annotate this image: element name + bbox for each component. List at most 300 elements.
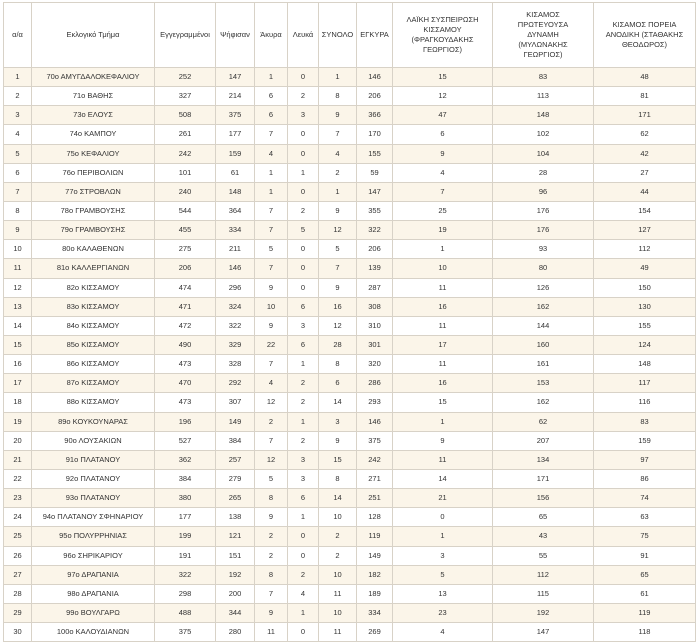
registered-cell: 490 (155, 335, 216, 354)
registered-cell: 199 (155, 527, 216, 546)
valid-cell: 251 (357, 489, 393, 508)
total-cell: 6 (319, 374, 357, 393)
blank-cell: 2 (288, 565, 319, 584)
aa-cell: 5 (4, 144, 32, 163)
blank-cell: 0 (288, 144, 319, 163)
blank-cell: 2 (288, 431, 319, 450)
table-row (4, 603, 696, 622)
valid-cell: 271 (357, 469, 393, 488)
party3-votes-cell: 130 (594, 297, 696, 316)
voted-cell: 322 (216, 316, 255, 335)
voted-cell: 279 (216, 469, 255, 488)
voted-cell: 159 (216, 144, 255, 163)
invalid-cell: 4 (255, 144, 288, 163)
aa-cell: 9 (4, 221, 32, 240)
party1-votes-cell: 11 (393, 316, 493, 335)
invalid-cell: 10 (255, 297, 288, 316)
party3-votes-cell: 91 (594, 546, 696, 565)
registered-cell: 455 (155, 221, 216, 240)
party2-votes-cell: 62 (493, 412, 594, 431)
party1-votes-cell: 17 (393, 335, 493, 354)
party2-votes-cell: 43 (493, 527, 594, 546)
valid-cell: 301 (357, 335, 393, 354)
total-cell: 11 (319, 584, 357, 603)
table-row (4, 431, 696, 450)
party2-votes-cell: 102 (493, 125, 594, 144)
invalid-cell: 8 (255, 565, 288, 584)
voted-cell: 148 (216, 182, 255, 201)
voted-cell: 329 (216, 335, 255, 354)
voted-cell: 324 (216, 297, 255, 316)
invalid-cell: 9 (255, 603, 288, 622)
registered-cell: 362 (155, 450, 216, 469)
table-row (4, 240, 696, 259)
blank-cell: 4 (288, 584, 319, 603)
voted-cell: 147 (216, 68, 255, 87)
party3-votes-cell: 118 (594, 623, 696, 642)
voted-cell: 384 (216, 431, 255, 450)
total-cell: 10 (319, 565, 357, 584)
party2-votes-cell: 207 (493, 431, 594, 450)
section-cell: 83ο ΚΙΣΣΑΜΟΥ (32, 297, 155, 316)
blank-cell: 2 (288, 87, 319, 106)
party3-votes-cell: 171 (594, 106, 696, 125)
voted-cell: 177 (216, 125, 255, 144)
voted-cell: 214 (216, 87, 255, 106)
valid-cell: 182 (357, 565, 393, 584)
header-section: Εκλογικό Τμήμα (32, 3, 155, 68)
invalid-cell: 1 (255, 182, 288, 201)
registered-cell: 380 (155, 489, 216, 508)
aa-cell: 16 (4, 355, 32, 374)
voted-cell: 138 (216, 508, 255, 527)
table-row (4, 546, 696, 565)
blank-cell: 3 (288, 469, 319, 488)
blank-cell: 3 (288, 450, 319, 469)
valid-cell: 206 (357, 87, 393, 106)
party1-votes-cell: 4 (393, 623, 493, 642)
party3-votes-cell: 150 (594, 278, 696, 297)
party1-votes-cell: 21 (393, 489, 493, 508)
header-line: ΓΕΩΡΓΙΟΣ) (423, 45, 462, 54)
total-cell: 8 (319, 355, 357, 374)
header-party-poreia-anodiki (594, 3, 696, 68)
total-cell: 9 (319, 106, 357, 125)
aa-cell: 7 (4, 182, 32, 201)
party2-votes-cell: 192 (493, 603, 594, 622)
party1-votes-cell: 16 (393, 297, 493, 316)
party3-votes-cell: 127 (594, 221, 696, 240)
party1-votes-cell: 47 (393, 106, 493, 125)
invalid-cell: 7 (255, 431, 288, 450)
blank-cell: 0 (288, 240, 319, 259)
voted-cell: 211 (216, 240, 255, 259)
total-cell: 16 (319, 297, 357, 316)
party2-votes-cell: 55 (493, 546, 594, 565)
section-cell: 99ο ΒΟΥΛΓΑΡΩ (32, 603, 155, 622)
blank-cell: 2 (288, 393, 319, 412)
header-line: ΚΙΣΑΜΟΣ (526, 10, 560, 19)
total-cell: 28 (319, 335, 357, 354)
party2-votes-cell: 104 (493, 144, 594, 163)
party2-votes-cell: 162 (493, 393, 594, 412)
total-cell: 7 (319, 125, 357, 144)
party1-votes-cell: 15 (393, 393, 493, 412)
table-row (4, 221, 696, 240)
blank-cell: 0 (288, 125, 319, 144)
section-cell: 84ο ΚΙΣΣΑΜΟΥ (32, 316, 155, 335)
header-line: ΑΝΟΔΙΚΗ (ΣΤΑΘΑΚΗΣ (605, 30, 684, 39)
table-row (4, 87, 696, 106)
voted-cell: 61 (216, 163, 255, 182)
party1-votes-cell: 3 (393, 546, 493, 565)
invalid-cell: 7 (255, 355, 288, 374)
table-row (4, 393, 696, 412)
header-invalid: Άκυρα (255, 3, 288, 68)
party3-votes-cell: 148 (594, 355, 696, 374)
aa-cell: 23 (4, 489, 32, 508)
aa-cell: 28 (4, 584, 32, 603)
party2-votes-cell: 80 (493, 259, 594, 278)
party2-votes-cell: 28 (493, 163, 594, 182)
party3-votes-cell: 154 (594, 201, 696, 220)
invalid-cell: 7 (255, 259, 288, 278)
section-cell: 70ο ΑΜΥΓΔΑΛΟΚΕΦΑΛΙΟΥ (32, 68, 155, 87)
header-line: ΘΕΟΔΩΡΟΣ) (621, 40, 668, 49)
table-row (4, 584, 696, 603)
valid-cell: 170 (357, 125, 393, 144)
aa-cell: 21 (4, 450, 32, 469)
registered-cell: 242 (155, 144, 216, 163)
valid-cell: 146 (357, 68, 393, 87)
section-cell: 71ο ΒΑΘΗΣ (32, 87, 155, 106)
table-row (4, 68, 696, 87)
party1-votes-cell: 14 (393, 469, 493, 488)
valid-cell: 147 (357, 182, 393, 201)
party1-votes-cell: 7 (393, 182, 493, 201)
invalid-cell: 12 (255, 450, 288, 469)
section-cell: 95ο ΠΟΛΥΡΡΗΝΙΑΣ (32, 527, 155, 546)
blank-cell: 1 (288, 603, 319, 622)
registered-cell: 252 (155, 68, 216, 87)
header-registered: Εγγεγραμμένοι (155, 3, 216, 68)
blank-cell: 0 (288, 278, 319, 297)
registered-cell: 544 (155, 201, 216, 220)
blank-cell: 1 (288, 412, 319, 431)
header-voted: Ψήφισαν (216, 3, 255, 68)
party3-votes-cell: 116 (594, 393, 696, 412)
header-line: ΚΙΣΣΑΜΟΥ (423, 25, 462, 34)
results-body (4, 68, 696, 642)
invalid-cell: 5 (255, 240, 288, 259)
blank-cell: 6 (288, 335, 319, 354)
registered-cell: 471 (155, 297, 216, 316)
table-row (4, 144, 696, 163)
header-line: ΓΕΩΡΓΙΟΣ) (523, 50, 563, 59)
section-cell: 77ο ΣΤΡΟΒΛΩΝ (32, 182, 155, 201)
voted-cell: 292 (216, 374, 255, 393)
valid-cell: 308 (357, 297, 393, 316)
invalid-cell: 9 (255, 278, 288, 297)
party2-votes-cell: 147 (493, 623, 594, 642)
total-cell: 14 (319, 489, 357, 508)
party2-votes-cell: 176 (493, 201, 594, 220)
election-results-table (3, 2, 696, 642)
blank-cell: 5 (288, 221, 319, 240)
invalid-cell: 11 (255, 623, 288, 642)
invalid-cell: 2 (255, 412, 288, 431)
aa-cell: 11 (4, 259, 32, 278)
section-cell: 82ο ΚΙΣΣΑΜΟΥ (32, 278, 155, 297)
party2-votes-cell: 96 (493, 182, 594, 201)
registered-cell: 206 (155, 259, 216, 278)
valid-cell: 149 (357, 546, 393, 565)
valid-cell: 286 (357, 374, 393, 393)
total-cell: 10 (319, 508, 357, 527)
section-cell: 91ο ΠΛΑΤΑΝΟΥ (32, 450, 155, 469)
table-row (4, 125, 696, 144)
total-cell: 1 (319, 68, 357, 87)
blank-cell: 0 (288, 527, 319, 546)
invalid-cell: 4 (255, 374, 288, 393)
registered-cell: 488 (155, 603, 216, 622)
total-cell: 2 (319, 163, 357, 182)
registered-cell: 527 (155, 431, 216, 450)
registered-cell: 384 (155, 469, 216, 488)
invalid-cell: 1 (255, 68, 288, 87)
party2-votes-cell: 162 (493, 297, 594, 316)
voted-cell: 192 (216, 565, 255, 584)
header-line: ΠΡΩΤΕΥΟΥΣΑ (517, 20, 569, 29)
voted-cell: 344 (216, 603, 255, 622)
table-row (4, 259, 696, 278)
voted-cell: 375 (216, 106, 255, 125)
blank-cell: 1 (288, 163, 319, 182)
party1-votes-cell: 15 (393, 68, 493, 87)
header-aa: α/α (4, 3, 32, 68)
party1-votes-cell: 9 (393, 144, 493, 163)
section-cell: 73ο ΕΛΟΥΣ (32, 106, 155, 125)
voted-cell: 265 (216, 489, 255, 508)
section-cell: 85ο ΚΙΣΣΑΜΟΥ (32, 335, 155, 354)
invalid-cell: 2 (255, 546, 288, 565)
aa-cell: 15 (4, 335, 32, 354)
header-line: (ΜΥΛΩΝΑΚΗΣ (518, 40, 568, 49)
party1-votes-cell: 11 (393, 355, 493, 374)
section-cell: 74ο ΚΑΜΠΟΥ (32, 125, 155, 144)
voted-cell: 296 (216, 278, 255, 297)
blank-cell: 0 (288, 259, 319, 278)
header-line: ΛΑΪΚΗ ΣΥΣΠΕΙΡΩΣΗ (406, 15, 479, 24)
aa-cell: 14 (4, 316, 32, 335)
section-cell: 79ο ΓΡΑΜΒΟΥΣΗΣ (32, 221, 155, 240)
party3-votes-cell: 63 (594, 508, 696, 527)
registered-cell: 191 (155, 546, 216, 565)
section-cell: 76ο ΠΕΡΙΒΟΛΙΩΝ (32, 163, 155, 182)
valid-cell: 269 (357, 623, 393, 642)
valid-cell: 355 (357, 201, 393, 220)
registered-cell: 472 (155, 316, 216, 335)
aa-cell: 20 (4, 431, 32, 450)
table-row (4, 335, 696, 354)
table-row (4, 412, 696, 431)
valid-cell: 287 (357, 278, 393, 297)
valid-cell: 155 (357, 144, 393, 163)
party1-votes-cell: 12 (393, 87, 493, 106)
blank-cell: 6 (288, 297, 319, 316)
total-cell: 9 (319, 431, 357, 450)
party2-votes-cell: 156 (493, 489, 594, 508)
header-line: ΔΥΝΑΜΗ (527, 30, 559, 39)
section-cell: 96ο ΣΗΡΙΚΑΡΙΟΥ (32, 546, 155, 565)
registered-cell: 327 (155, 87, 216, 106)
aa-cell: 10 (4, 240, 32, 259)
total-cell: 12 (319, 316, 357, 335)
section-cell: 92ο ΠΛΑΤΑΝΟΥ (32, 469, 155, 488)
party3-votes-cell: 86 (594, 469, 696, 488)
aa-cell: 24 (4, 508, 32, 527)
registered-cell: 375 (155, 623, 216, 642)
table-row (4, 623, 696, 642)
section-cell: 94ο ΠΛΑΤΑΝΟΥ ΣΦΗΝΑΡΙΟΥ (32, 508, 155, 527)
blank-cell: 2 (288, 374, 319, 393)
total-cell: 5 (319, 240, 357, 259)
voted-cell: 280 (216, 623, 255, 642)
blank-cell: 1 (288, 355, 319, 374)
section-cell: 75ο ΚΕΦΑΛΙΟΥ (32, 144, 155, 163)
party1-votes-cell: 4 (393, 163, 493, 182)
section-cell: 81ο ΚΑΛΛΕΡΓΙΑΝΩΝ (32, 259, 155, 278)
aa-cell: 12 (4, 278, 32, 297)
valid-cell: 189 (357, 584, 393, 603)
valid-cell: 128 (357, 508, 393, 527)
aa-cell: 3 (4, 106, 32, 125)
registered-cell: 473 (155, 393, 216, 412)
party1-votes-cell: 19 (393, 221, 493, 240)
aa-cell: 30 (4, 623, 32, 642)
total-cell: 7 (319, 259, 357, 278)
party2-votes-cell: 113 (493, 87, 594, 106)
section-cell: 89ο ΚΟΥΚΟΥΝΑΡΑΣ (32, 412, 155, 431)
party2-votes-cell: 160 (493, 335, 594, 354)
voted-cell: 121 (216, 527, 255, 546)
party3-votes-cell: 112 (594, 240, 696, 259)
blank-cell: 6 (288, 489, 319, 508)
valid-cell: 322 (357, 221, 393, 240)
invalid-cell: 22 (255, 335, 288, 354)
total-cell: 1 (319, 182, 357, 201)
registered-cell: 240 (155, 182, 216, 201)
aa-cell: 8 (4, 201, 32, 220)
aa-cell: 4 (4, 125, 32, 144)
invalid-cell: 9 (255, 508, 288, 527)
section-cell: 93ο ΠΛΑΤΑΝΟΥ (32, 489, 155, 508)
party3-votes-cell: 155 (594, 316, 696, 335)
party1-votes-cell: 11 (393, 278, 493, 297)
total-cell: 11 (319, 623, 357, 642)
party1-votes-cell: 0 (393, 508, 493, 527)
party3-votes-cell: 75 (594, 527, 696, 546)
total-cell: 10 (319, 603, 357, 622)
aa-cell: 25 (4, 527, 32, 546)
party3-votes-cell: 42 (594, 144, 696, 163)
party1-votes-cell: 25 (393, 201, 493, 220)
party3-votes-cell: 159 (594, 431, 696, 450)
registered-cell: 470 (155, 374, 216, 393)
voted-cell: 146 (216, 259, 255, 278)
table-row (4, 565, 696, 584)
party1-votes-cell: 10 (393, 259, 493, 278)
invalid-cell: 8 (255, 489, 288, 508)
section-cell: 86ο ΚΙΣΣΑΜΟΥ (32, 355, 155, 374)
header-party-protevousa-dynami (493, 3, 594, 68)
registered-cell: 261 (155, 125, 216, 144)
party1-votes-cell: 11 (393, 450, 493, 469)
valid-cell: 320 (357, 355, 393, 374)
voted-cell: 257 (216, 450, 255, 469)
valid-cell: 375 (357, 431, 393, 450)
registered-cell: 508 (155, 106, 216, 125)
registered-cell: 474 (155, 278, 216, 297)
party2-votes-cell: 148 (493, 106, 594, 125)
table-row (4, 355, 696, 374)
party2-votes-cell: 115 (493, 584, 594, 603)
valid-cell: 119 (357, 527, 393, 546)
table-row (4, 201, 696, 220)
blank-cell: 0 (288, 546, 319, 565)
aa-cell: 13 (4, 297, 32, 316)
valid-cell: 334 (357, 603, 393, 622)
aa-cell: 17 (4, 374, 32, 393)
total-cell: 8 (319, 469, 357, 488)
party1-votes-cell: 1 (393, 412, 493, 431)
party1-votes-cell: 23 (393, 603, 493, 622)
aa-cell: 29 (4, 603, 32, 622)
registered-cell: 473 (155, 355, 216, 374)
invalid-cell: 6 (255, 87, 288, 106)
party3-votes-cell: 81 (594, 87, 696, 106)
total-cell: 2 (319, 527, 357, 546)
party1-votes-cell: 1 (393, 527, 493, 546)
table-row (4, 527, 696, 546)
section-cell: 88ο ΚΙΣΣΑΜΟΥ (32, 393, 155, 412)
table-row (4, 469, 696, 488)
voted-cell: 200 (216, 584, 255, 603)
total-cell: 4 (319, 144, 357, 163)
party2-votes-cell: 176 (493, 221, 594, 240)
party2-votes-cell: 65 (493, 508, 594, 527)
party3-votes-cell: 74 (594, 489, 696, 508)
party2-votes-cell: 153 (493, 374, 594, 393)
voted-cell: 334 (216, 221, 255, 240)
registered-cell: 298 (155, 584, 216, 603)
table-row (4, 450, 696, 469)
party1-votes-cell: 9 (393, 431, 493, 450)
party2-votes-cell: 171 (493, 469, 594, 488)
valid-cell: 366 (357, 106, 393, 125)
aa-cell: 2 (4, 87, 32, 106)
section-cell: 80ο ΚΑΛΑΘΕΝΩΝ (32, 240, 155, 259)
blank-cell: 2 (288, 201, 319, 220)
aa-cell: 26 (4, 546, 32, 565)
table-row (4, 489, 696, 508)
total-cell: 3 (319, 412, 357, 431)
header-line: ΚΙΣΑΜΟΣ ΠΟΡΕΙΑ (612, 20, 677, 29)
blank-cell: 0 (288, 623, 319, 642)
invalid-cell: 5 (255, 469, 288, 488)
registered-cell: 275 (155, 240, 216, 259)
invalid-cell: 6 (255, 106, 288, 125)
